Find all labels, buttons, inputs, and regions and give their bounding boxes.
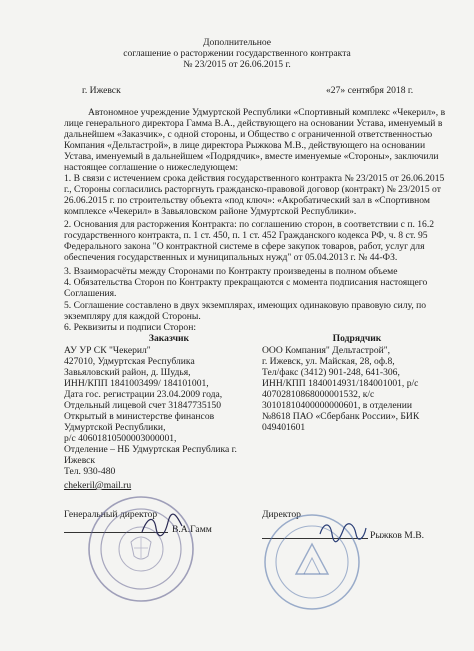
clause-line: 4. Обязательства Сторон по Контракту прекращаются с момента подписания настоящего [64,277,428,288]
clause-line: обеспечения государственных и муниципальных нужд" от 05.04.2013 г. № 44-ФЗ. [64,252,398,263]
clause-line: 3. Взаиморасчёты между Сторонами по Контракту произведены в полном объеме [64,266,398,277]
clause-line: 6. Реквизиты и подписи Сторон: [64,322,197,333]
clause-line: Соглашения. [64,288,117,299]
customer-line: Открытый в министерстве финансов [64,411,215,422]
intro-line: дальнейшем «Заказчик», с одной стороны, и Общество с ограниченной ответственностью [64,129,433,140]
doc-title-line3: № 23/2015 от 26.06.2015 г. [183,59,291,70]
clause-line: 1. В связи с истечением срока действия государственного контракта № 23/2015 от 26.06.2015 [64,173,445,184]
intro-line: настоящее соглашение о нижеследующем: [64,162,239,173]
intro-line: лице генерального директора Гамма В.А., действующего на основании Устава, именуемый в [64,118,443,129]
doc-title-line2: соглашение о расторжении государственного контракта [123,48,351,59]
customer-line: Отделение – НБ Удмуртская Республика г. [64,444,237,455]
customer-line: 427010, Удмуртская Республика [64,356,195,367]
customer-line: Завьяловский район, д. Шудья, [64,367,191,378]
contractor-signature-icon [318,516,368,546]
customer-line: Тел. 930-480 [64,466,116,477]
contractor-line: Тел/факс (3412) 901-248, 641-306, [262,367,400,378]
contractor-line: 40702810868000001532, к/с [262,389,375,400]
clause-line: 5. Соглашение составлено в двух экземплярах, имеющих одинаковую правовую силу, по [64,300,427,311]
intro-line: Компания «Дельтастрой», в лице директора Рыжкова М.В., действующего на основании [64,140,426,151]
contractor-line: ООО Компания" Дельтастрой", [262,345,391,356]
contractor-line: ИНН/КПП 1840014931/184001001, р/с [262,378,419,389]
intro-line: Автономное учреждение Удмуртской Республики «Спортивный комплекс «Чекерил», в [88,107,446,118]
customer-heading: Заказчик [148,333,190,344]
contractor-line: 30101810400000000601, в отделении [262,400,412,411]
contractor-heading: Подрядчик [332,333,382,344]
contractor-sign-title: Директор [262,509,301,520]
customer-stamp-icon [86,494,196,604]
clause-line: 2. Основания для расторжения Контракта: по соглашению сторон, в соответствии с п. 16.2 [64,219,435,230]
customer-line: Ижевск [64,455,96,466]
clause-line: г., Стороны согласились расторгнуть гражданско-правовой договор (контракт) № 23/2015 от [64,184,441,195]
clause-line: комплексе «Чекерил» в Завьяловском районе Удмуртской Республики». [64,206,357,217]
customer-line: Отдельный лицевой счет 31847735150 [64,400,222,411]
date: «27» сентября 2018 г. [326,85,414,96]
customer-line: Дата гос. регистрации 23.04.2009 года, [64,389,223,400]
customer-line: Удмуртской Республики, [64,422,166,433]
contractor-line: г. Ижевск, ул. Майская, 28, оф.8, [262,356,395,367]
contractor-sign-name: Рыжков М.В. [370,530,425,541]
clause-line: экземпляру для каждой Стороны. [64,311,201,322]
contractor-line: 049401601 [262,422,306,433]
customer-sign-title: Генеральный директор [64,509,158,520]
intro-line: Устава, именуемый в дальнейшем «Подрядчик», вместе именуемые «Стороны», заключили [64,151,439,162]
place: г. Ижевск [82,85,121,96]
clause-line: 26.06.2015 г. по строительству объекта «под ключ»: «Акробатический зал в «Спортивном [64,195,430,206]
clause-line: государственного контракта, п. 1 ст. 450, п. 1 ст. 452 Гражданского кодекса РФ, ч. 8 ст. 95 [64,230,428,241]
customer-email-link[interactable]: chekeril@mail.ru [64,480,132,491]
customer-line: АУ УР СК "Чекерил" [64,345,151,356]
clause-line: Федерального закона "О контрактной системе в сфере закупок товаров, работ, услуг для [64,241,425,252]
contractor-line: №8618 ПАО «Сбербанк России», БИК [262,411,420,422]
customer-sign-name: В.А.Гамм [172,524,212,535]
customer-line: ИНН/КПП 1841003499/ 184101001, [64,378,209,389]
doc-title-line1: Дополнительное [202,37,272,48]
customer-line: р/с 40601810500003000001, [64,433,177,444]
customer-signature-icon [140,512,184,540]
